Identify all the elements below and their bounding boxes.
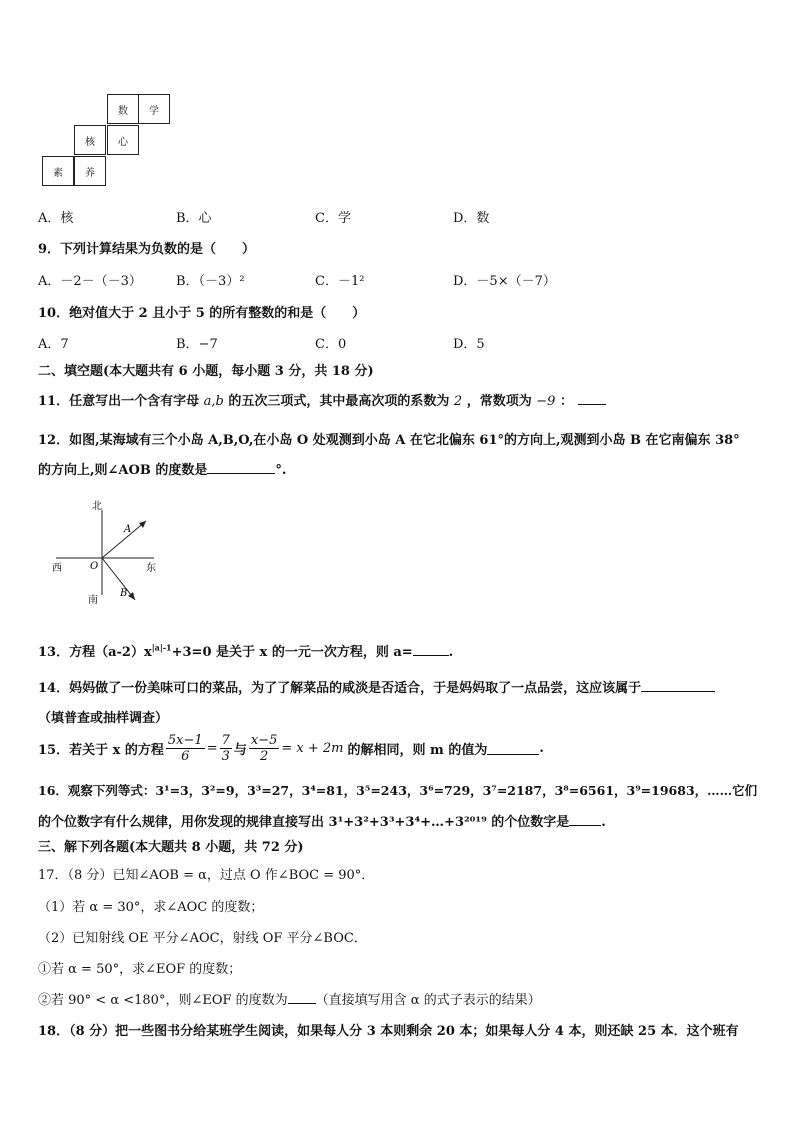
q17-part2b-note: （直接填写用含 α 的式子表示的结果） [315, 993, 541, 1008]
q12-answer-blank[interactable] [207, 461, 275, 474]
q13-stem [38, 641, 453, 660]
ray-oa-arrow [139, 521, 146, 528]
label-east: 东 [146, 563, 156, 574]
q12-line2 [38, 459, 286, 478]
q9-option-b: B．（－3）² [176, 274, 245, 289]
q8-option-c: C．学 [315, 211, 351, 226]
q15-suffix1: 的解相同，则 m 的值为 [347, 743, 488, 758]
q17-answer-blank[interactable] [288, 991, 316, 1004]
q15-fraction-2 [220, 733, 232, 764]
q15-f2-num: 7 [221, 733, 230, 748]
q9-option-c: C．－1² [315, 274, 365, 289]
q11-vars: a,b [203, 394, 224, 409]
q15-fraction-1 [166, 733, 205, 764]
q13-suffix: . [448, 645, 454, 660]
q8-option-b: B．心 [176, 211, 212, 226]
q16-line1: 16．观察下列等式：3¹=3，3²=9，3³=27，3⁴=81，3⁵=243，3⁶=729，3⁷=2187，3⁸=6561，3⁹=19683，……它们 [38, 783, 758, 798]
q15-eq: = [206, 741, 218, 756]
label-a: A [124, 524, 132, 535]
q11-prefix: 11．任意写出一个含有字母 [38, 394, 200, 409]
q8-option-d: D．数 [453, 211, 490, 226]
net-cell: 学 [138, 94, 170, 124]
net-cell: 心 [107, 125, 139, 155]
q15-with: 与 [233, 743, 247, 758]
q12-line2b: °. [275, 463, 287, 478]
section-3-heading: 三、解下列各题(本大题共 8 小题，共 72 分) [38, 840, 304, 855]
label-west: 西 [52, 563, 62, 574]
q13-prefix: 13．方程（a-2）x [38, 645, 152, 660]
q17-part2b-text: ②若 90° < α <180°，则∠EOF 的度数为 [38, 993, 288, 1008]
label-b: B [120, 588, 128, 599]
q8-option-a: A．核 [38, 211, 74, 226]
q15-f3-num: x−5 [250, 733, 278, 748]
q14-line1 [38, 677, 715, 696]
q10-stem: 10．绝对值大于 2 且小于 5 的所有整数的和是（ ） [38, 306, 366, 321]
q15-prefix: 15．若关于 x 的方程 [38, 743, 164, 758]
q15-stem [38, 733, 544, 764]
q15-f1-den: 6 [181, 749, 190, 764]
q11-answer-blank[interactable] [578, 392, 606, 405]
ray-ob [102, 558, 135, 600]
q16-line2a: 的个位数字有什么规律，用你发现的规律直接写出 3¹+3²+3³+3⁴+…+3²⁰¹⁹ 的个位数字是 [38, 815, 570, 830]
q13-exponent: |a|-1 [151, 642, 172, 653]
q10-option-c: C．0 [315, 337, 347, 352]
q9-stem: 9．下列计算结果为负数的是（ ） [38, 242, 256, 257]
q11-const: −9 [536, 394, 556, 409]
q14-answer-blank[interactable] [641, 679, 715, 692]
q13-answer-blank[interactable] [413, 643, 449, 656]
q9-option-d: D．－5×（－7） [453, 274, 556, 289]
q12-line1: 12．如图,某海域有三个小岛 A,B,O,在小岛 O 处观测到小岛 A 在它北偏东 61°的方向上,观测到小岛 B 在它南偏东 38° [38, 433, 740, 448]
q17-part2b [38, 989, 541, 1008]
q15-f2-den: 3 [221, 749, 230, 764]
q13-middle: +3=0 是关于 x 的一元一次方程，则 a= [171, 645, 413, 660]
q14-line2: （填普查或抽样调查） [38, 711, 169, 726]
q9-option-a: A．－2－（－3） [38, 274, 142, 289]
q15-f3-den: 2 [260, 749, 269, 764]
q15-answer-blank[interactable] [487, 742, 539, 755]
q10-option-b: B．−7 [176, 337, 218, 352]
q16-line2 [38, 811, 606, 830]
q17-part1: （1）若 α = 30°，求∠AOC 的度数； [38, 900, 264, 915]
q15-fraction-3 [249, 733, 280, 764]
q11-middle2: ，常数项为 [466, 394, 532, 409]
q18-line1: 18．（8 分）把一些图书分给某班学生阅读，如果每人分 3 本则剩余 20 本；如果每人分 4 本，则还缺 25 本．这个班有 [38, 1024, 739, 1039]
q15-suffix2: . [539, 741, 544, 756]
label-north: 北 [92, 501, 102, 512]
q16-line2b: . [601, 815, 606, 830]
q10-option-a: A．7 [38, 337, 69, 352]
section-2-heading: 二、填空题(本大题共有 6 小题，每小题 3 分，共 18 分) [38, 364, 374, 379]
q17-stem: 17．（8 分）已知∠AOB = α，过点 O 作∠BOC = 90°． [38, 868, 375, 883]
q11-coef: 2 [453, 394, 463, 409]
q12-line2a: 的方向上,则∠AOB 的度数是 [38, 463, 208, 478]
q15-f1-num: 5x−1 [167, 733, 203, 748]
net-cell: 素 [42, 156, 74, 186]
q11-stem [38, 390, 606, 409]
q15-rhs: = x + 2m [281, 741, 344, 756]
label-o: O [90, 561, 99, 572]
net-cell: 数 [107, 94, 139, 124]
q14-text: 14．妈妈做了一份美味可口的菜品，为了了解菜品的咸淡是否适合，于是妈妈取了一点品尝，这应该属于 [38, 681, 642, 696]
q10-option-d: D．5 [453, 337, 485, 352]
net-cell: 核 [74, 125, 106, 155]
q17-part2a: ①若 α = 50°，求∠EOF 的度数； [38, 962, 242, 977]
q11-middle: 的五次三项式，其中最高次项的系数为 [228, 394, 450, 409]
q11-suffix: ： [559, 394, 573, 409]
q17-part2: （2）已知射线 OE 平分∠AOC，射线 OF 平分∠BOC． [38, 931, 367, 946]
label-south: 南 [88, 595, 98, 606]
compass-figure [40, 495, 170, 610]
net-cell: 养 [74, 156, 106, 186]
q16-answer-blank[interactable] [569, 813, 601, 826]
